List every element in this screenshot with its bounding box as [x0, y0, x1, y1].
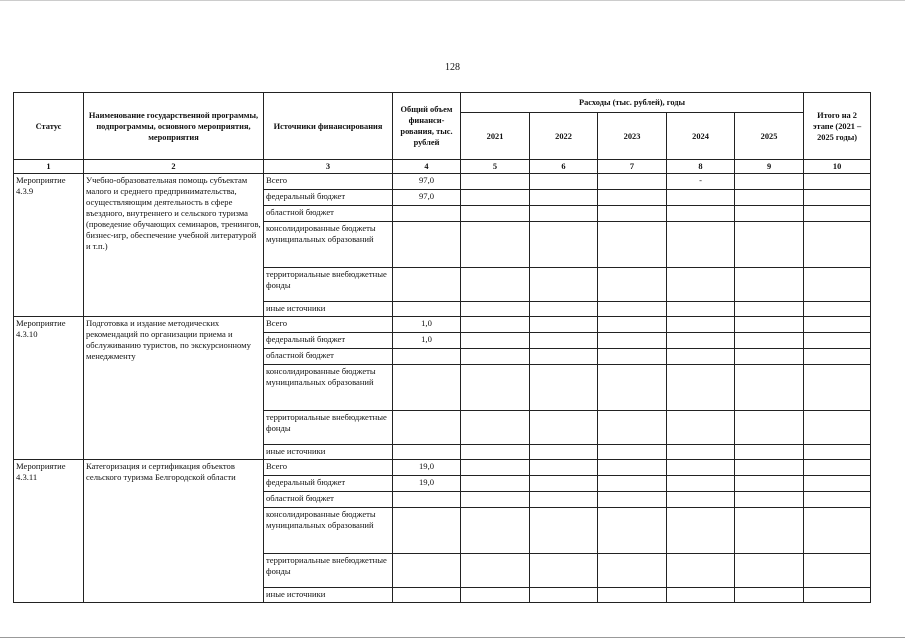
year-cell: [667, 349, 735, 365]
year-cell: [667, 302, 735, 317]
stage-cell: [804, 349, 871, 365]
total-value: 1,0: [393, 317, 461, 333]
year-cell: [735, 365, 804, 411]
source-label: федеральный бюджет: [264, 190, 393, 206]
source-label: областной бюджет: [264, 349, 393, 365]
source-label: иные источники: [264, 302, 393, 317]
year-cell: [530, 460, 598, 476]
source-label: федеральный бюджет: [264, 476, 393, 492]
year-cell: [598, 333, 667, 349]
year-cell: [735, 508, 804, 554]
year-cell: [735, 349, 804, 365]
header-status: Статус: [14, 93, 84, 160]
source-label: территориальные внебюджетные фонды: [264, 268, 393, 302]
total-value: 97,0: [393, 174, 461, 190]
year-cell: [530, 445, 598, 460]
source-label: федеральный бюджет: [264, 333, 393, 349]
year-cell: [598, 206, 667, 222]
column-number-row: [14, 160, 871, 174]
source-label: иные источники: [264, 445, 393, 460]
year-cell: [598, 222, 667, 268]
stage-cell: [804, 554, 871, 588]
year-cell: [461, 476, 530, 492]
header-year: 2023: [598, 113, 667, 160]
activity-status: Мероприятие 4.3.9: [14, 174, 84, 317]
stage-cell: [804, 190, 871, 206]
source-label: территориальные внебюджетные фонды: [264, 411, 393, 445]
source-label: Всего: [264, 174, 393, 190]
total-value: [393, 588, 461, 603]
header-year: 2024: [667, 113, 735, 160]
year-cell: [735, 302, 804, 317]
total-value: [393, 365, 461, 411]
total-value: 1,0: [393, 333, 461, 349]
year-cell: [530, 508, 598, 554]
column-number: 2: [84, 160, 264, 174]
year-cell: [461, 411, 530, 445]
year-cell: [598, 302, 667, 317]
year-cell: [598, 349, 667, 365]
year-cell: [667, 445, 735, 460]
stage-cell: [804, 508, 871, 554]
source-label: территориальные внебюджетные фонды: [264, 554, 393, 588]
table-row: [14, 174, 871, 190]
year-cell: [598, 365, 667, 411]
year-cell: [667, 588, 735, 603]
header-sources: Источники финансирования: [264, 93, 393, 160]
column-number: 4: [393, 160, 461, 174]
column-number: 1: [14, 160, 84, 174]
year-cell: [530, 476, 598, 492]
activity-group: [14, 460, 871, 603]
year-cell: [598, 411, 667, 445]
scan-edge-bottom: [0, 637, 905, 638]
year-cell: [530, 349, 598, 365]
source-label: консолидированные бюджеты муниципальных образований: [264, 508, 393, 554]
year-cell: [735, 268, 804, 302]
year-cell: [461, 317, 530, 333]
total-value: [393, 268, 461, 302]
source-label: консолидированные бюджеты муниципальных образований: [264, 365, 393, 411]
year-cell: [530, 190, 598, 206]
year-cell: [735, 411, 804, 445]
year-cell: [461, 508, 530, 554]
header-stage-total: Итого на 2 этапе (2021 – 2025 годы): [804, 93, 871, 160]
year-cell: [461, 206, 530, 222]
stage-cell: [804, 333, 871, 349]
year-cell: [667, 190, 735, 206]
year-cell-mark: -: [667, 174, 735, 190]
year-cell: [598, 476, 667, 492]
year-cell: [530, 268, 598, 302]
year-cell-mark: [667, 460, 735, 476]
total-value: [393, 508, 461, 554]
activity-name: Подготовка и издание методических рекомендаций по организации приема и обслуживанию туристов, по экскурсионному менеджменту: [84, 317, 264, 460]
header-total: Общий объем финанси-рования, тыс. рублей: [393, 93, 461, 160]
column-number: 7: [598, 160, 667, 174]
total-value: [393, 302, 461, 317]
header-year: 2022: [530, 113, 598, 160]
year-cell: [598, 588, 667, 603]
year-cell: [530, 411, 598, 445]
stage-cell: [804, 317, 871, 333]
financing-table: [13, 92, 871, 603]
year-cell: [598, 460, 667, 476]
year-cell: [461, 492, 530, 508]
total-value: 97,0: [393, 190, 461, 206]
year-cell: [530, 492, 598, 508]
year-cell: [598, 508, 667, 554]
source-label: Всего: [264, 460, 393, 476]
column-number: 6: [530, 160, 598, 174]
source-label: консолидированные бюджеты муниципальных образований: [264, 222, 393, 268]
year-cell: [530, 588, 598, 603]
activity-group: [14, 317, 871, 460]
stage-cell: [804, 365, 871, 411]
stage-cell: [804, 411, 871, 445]
activity-group: [14, 174, 871, 317]
year-cell: [530, 317, 598, 333]
year-cell: [530, 333, 598, 349]
activity-name: Учебно-образовательная помощь субъектам малого и среднего предпринимательства, осуществляющим деятельность в сфере въездного, внутреннего и сельского туризма (проведение обучающих семинаров, тренингов, бизнес-игр, обеспечение учебной литературой и т.п.): [84, 174, 264, 317]
stage-cell: [804, 588, 871, 603]
year-cell: [461, 588, 530, 603]
total-value: [393, 492, 461, 508]
year-cell: [735, 317, 804, 333]
year-cell: [530, 554, 598, 588]
year-cell: [461, 445, 530, 460]
column-number: 3: [264, 160, 393, 174]
year-cell: [461, 460, 530, 476]
year-cell: [735, 222, 804, 268]
year-cell: [735, 476, 804, 492]
year-cell: [735, 492, 804, 508]
year-cell: [598, 492, 667, 508]
year-cell: [530, 174, 598, 190]
year-cell: [735, 588, 804, 603]
header-name: Наименование государственной программы, подпрограммы, основного мероприятия, мероприятия: [84, 93, 264, 160]
total-value: [393, 206, 461, 222]
year-cell: [667, 365, 735, 411]
column-number: 5: [461, 160, 530, 174]
year-cell: [598, 174, 667, 190]
column-number: 9: [735, 160, 804, 174]
year-cell: [461, 365, 530, 411]
total-value: [393, 411, 461, 445]
total-value: [393, 222, 461, 268]
year-cell: [735, 206, 804, 222]
year-cell: [735, 445, 804, 460]
source-label: иные источники: [264, 588, 393, 603]
stage-cell: [804, 460, 871, 476]
table-row: [14, 460, 871, 476]
year-cell: [667, 222, 735, 268]
total-value: [393, 349, 461, 365]
stage-cell: [804, 492, 871, 508]
column-number: 8: [667, 160, 735, 174]
year-cell: [735, 333, 804, 349]
year-cell: [735, 190, 804, 206]
scan-edge-top: [0, 0, 905, 1]
source-label: Всего: [264, 317, 393, 333]
year-cell: [461, 268, 530, 302]
year-cell: [461, 333, 530, 349]
stage-cell: [804, 476, 871, 492]
total-value: [393, 445, 461, 460]
stage-cell: [804, 268, 871, 302]
year-cell: [735, 460, 804, 476]
year-cell: [530, 222, 598, 268]
year-cell: [530, 302, 598, 317]
year-cell: [667, 508, 735, 554]
year-cell: [461, 190, 530, 206]
year-cell: [598, 317, 667, 333]
year-cell: [667, 554, 735, 588]
total-value: 19,0: [393, 460, 461, 476]
year-cell: [667, 411, 735, 445]
total-value: 19,0: [393, 476, 461, 492]
year-cell: [530, 365, 598, 411]
year-cell: [461, 554, 530, 588]
stage-cell: [804, 302, 871, 317]
table-row: [14, 317, 871, 333]
source-label: областной бюджет: [264, 492, 393, 508]
year-cell-mark: [667, 317, 735, 333]
year-cell: [598, 554, 667, 588]
header-year: 2025: [735, 113, 804, 160]
stage-cell: [804, 222, 871, 268]
stage-cell: [804, 445, 871, 460]
activity-status: Мероприятие 4.3.10: [14, 317, 84, 460]
total-value: [393, 554, 461, 588]
activity-name: Категоризация и сертификация объектов сельского туризма Белгородской области: [84, 460, 264, 603]
year-cell: [530, 206, 598, 222]
year-cell: [598, 268, 667, 302]
header-expenses: Расходы (тыс. рублей), годы: [461, 93, 804, 113]
source-label: областной бюджет: [264, 206, 393, 222]
year-cell: [461, 222, 530, 268]
year-cell: [667, 333, 735, 349]
year-cell: [667, 206, 735, 222]
year-cell: [735, 174, 804, 190]
header-year: 2021: [461, 113, 530, 160]
year-cell: [667, 492, 735, 508]
column-number: 10: [804, 160, 871, 174]
page-number: 128: [445, 62, 460, 73]
stage-cell: [804, 206, 871, 222]
year-cell: [598, 445, 667, 460]
activity-status: Мероприятие 4.3.11: [14, 460, 84, 603]
stage-cell: [804, 174, 871, 190]
year-cell: [461, 349, 530, 365]
year-cell: [461, 302, 530, 317]
year-cell: [667, 268, 735, 302]
year-cell: [461, 174, 530, 190]
year-cell: [735, 554, 804, 588]
year-cell: [667, 476, 735, 492]
year-cell: [598, 190, 667, 206]
